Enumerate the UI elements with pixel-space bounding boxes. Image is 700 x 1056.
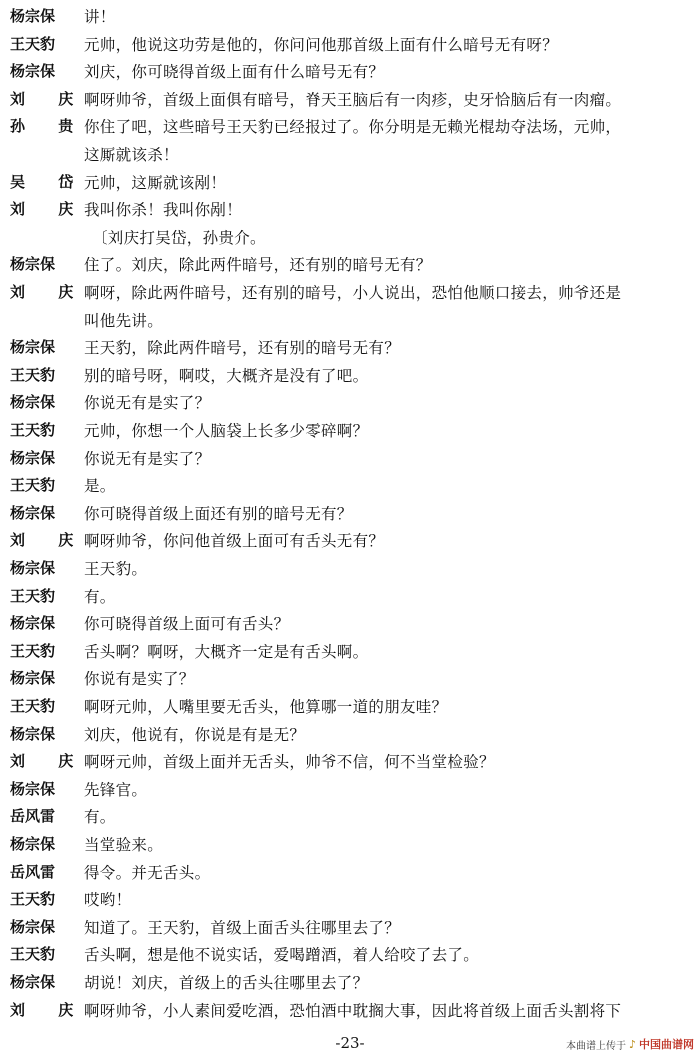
speaker-name: 王天豹 [10,365,56,384]
dialogue-text: 啊呀帅爷，你问他首级上面可有舌头无有？ [84,532,385,551]
dialogue-text: 你住了吧，这些暗号王天豹已经报过了。你分明是无赖光棍劫夺法场，元帅， [84,118,622,137]
dialogue-line [0,720,700,748]
speaker-name: 孙 贵 [10,117,88,136]
speaker-name: 吴 岱 [10,172,88,191]
dialogue-line [0,2,700,30]
dialogue-line [0,278,700,306]
dialogue-text: 哎哟！ [84,891,132,910]
dialogue-text: 啊呀帅爷，小人素间爱吃酒，恐怕酒中耽搁大事，因此将首级上面舌头割将下 [84,1001,622,1020]
speaker-name: 杨宗保 [10,779,56,798]
dialogue-text: 舌头啊？啊呀，大概齐一定是有舌头啊。 [84,642,369,661]
dialogue-line [0,802,700,830]
dialogue-text: 啊呀元帅，人嘴里要无舌头，他算哪一道的朋友哇？ [84,698,448,716]
dialogue-text: 有。 [84,808,116,827]
dialogue-line [0,471,700,499]
dialogue-text: 刘庆，你可晓得首级上面有什么暗号无有？ [84,63,385,82]
dialogue-line [0,582,700,610]
dialogue-text: 舌头啊，想是他不说实话，爱喝蹭酒，着人给咬了去了。 [84,946,480,965]
speaker-name: 杨宗保 [10,614,56,633]
dialogue-line [0,333,700,361]
dialogue-text: 元帅，他说这功劳是他的，你问问他那首级上面有什么暗号无有呀？ [84,35,559,54]
dialogue-line [0,692,700,720]
dialogue-text: 你可晓得首级上面还有别的暗号无有？ [84,504,353,523]
speaker-name: 王天豹 [10,476,56,495]
dialogue-line [0,609,700,637]
dialogue-text: 你说无有是实了？ [84,449,211,468]
dialogue-text: 是。 [84,477,116,496]
dialogue-text: 刘庆，他说有，你说是有是无？ [84,725,306,744]
watermark-prefix: 本曲谱上传于 [565,1040,626,1052]
dialogue-line [0,885,700,913]
speaker-name: 杨宗保 [10,835,56,853]
speaker-name: 杨宗保 [10,448,56,467]
speaker-name: 刘 庆 [10,531,88,550]
dialogue-line [0,940,700,968]
dialogue-line [0,858,700,886]
dialogue-text: 这厮就该杀！ [84,146,179,164]
music-note-icon: ♪ [628,1037,636,1051]
dialogue-line [0,195,700,223]
dialogue-text: 住了。刘庆，除此两件暗号，还有别的暗号无有？ [84,256,432,275]
speaker-name: 杨宗保 [10,503,56,522]
dialogue-line [0,775,700,803]
speaker-name: 杨宗保 [10,255,56,274]
dialogue-line [0,968,700,996]
speaker-name: 王天豹 [10,697,56,715]
dialogue-text: 讲！ [84,8,116,26]
dialogue-text: 元帅，这厮就该剐！ [84,173,227,192]
dialogue-line [0,250,700,278]
speaker-name: 杨宗保 [10,669,56,688]
speaker-name: 杨宗保 [10,393,56,412]
speaker-name: 王天豹 [10,421,56,439]
dialogue-line [0,913,700,941]
dialogue-text: 当堂验来。 [84,836,164,854]
dialogue-line [0,388,700,416]
dialogue-line [0,57,700,85]
watermark-site: 中国曲谱网 [639,1038,694,1051]
dialogue-line [0,85,700,113]
dialogue-line [0,637,700,665]
dialogue-text: 先锋官。 [84,780,148,799]
speaker-name: 刘 庆 [10,200,88,219]
speaker-name: 岳风雷 [10,807,56,826]
dialogue-text: 王天豹。 [84,560,148,578]
speaker-name: 杨宗保 [10,7,56,25]
dialogue-text: 胡说！刘庆，首级上的舌头往哪里去了？ [84,974,369,992]
speaker-name: 王天豹 [10,641,56,660]
dialogue-text: 别的暗号呀，啊哎，大概齐是没有了吧。 [84,366,369,385]
dialogue-text: 叫他先讲。 [84,311,164,330]
dialogue-line [0,168,700,196]
dialogue-text: 你可晓得首级上面可有舌头？ [84,615,290,634]
dialogue-text: 啊呀帅爷，首级上面俱有暗号，脊天王脑后有一肉疹，史牙恰脑后有一肉瘤。 [84,90,622,109]
dialogue-text: 得令。并无舌头。 [84,863,211,882]
dialogue-line [0,444,700,472]
speaker-name: 刘 庆 [10,89,88,108]
dialogue-line [0,30,700,58]
dialogue-text: 你说有是实了？ [84,670,195,689]
dialogue-line [0,416,700,444]
dialogue-text: 啊呀元帅，首级上面并无舌头，帅爷不信，何不当堂检验？ [84,753,495,772]
dialogue-text: 我叫你杀！我叫你剐！ [84,201,243,220]
watermark [566,1036,694,1052]
dialogue-line [0,112,700,140]
speaker-name: 杨宗保 [10,559,56,577]
dialogue-line [0,526,700,554]
speaker-name: 杨宗保 [10,62,56,81]
speaker-name: 王天豹 [10,34,56,53]
speaker-name: 王天豹 [10,890,56,909]
speaker-name: 刘 庆 [10,752,88,771]
page-number: -23- [335,1034,365,1052]
dialogue-text: 你说无有是实了？ [84,394,211,413]
dialogue-line [0,747,700,775]
speaker-name: 杨宗保 [10,724,56,743]
speaker-name: 杨宗保 [10,917,56,936]
dialogue-text: 有。 [84,587,116,606]
dialogue-line [0,306,700,334]
speaker-name: 王天豹 [10,945,56,964]
dialogue-line [0,830,700,858]
dialogue-line [0,996,700,1024]
speaker-name: 刘 庆 [10,1000,88,1019]
speaker-name: 王天豹 [10,586,56,605]
dialogue-line [0,499,700,527]
dialogue-line [0,223,700,251]
speaker-name: 岳风雷 [10,862,56,881]
dialogue-line [0,140,700,168]
dialogue-text: 王天豹，除此两件暗号，还有别的暗号无有？ [84,339,401,358]
dialogue-line [0,554,700,582]
stage-direction: 〔刘庆打吴岱，孙贵介。 [92,228,266,247]
speaker-name: 杨宗保 [10,973,56,991]
dialogue-text: 元帅，你想一个人脑袋上长多少零碎啊？ [84,422,369,440]
speaker-name: 刘 庆 [10,283,88,301]
dialogue-text: 知道了。王天豹，首级上面舌头往哪里去了？ [84,918,401,937]
dialogue-line [0,361,700,389]
dialogue-line [0,664,700,692]
dialogue-text: 啊呀，除此两件暗号，还有别的暗号，小人说出，恐怕他顺口接去，帅爷还是 [84,284,622,302]
speaker-name: 杨宗保 [10,338,56,357]
